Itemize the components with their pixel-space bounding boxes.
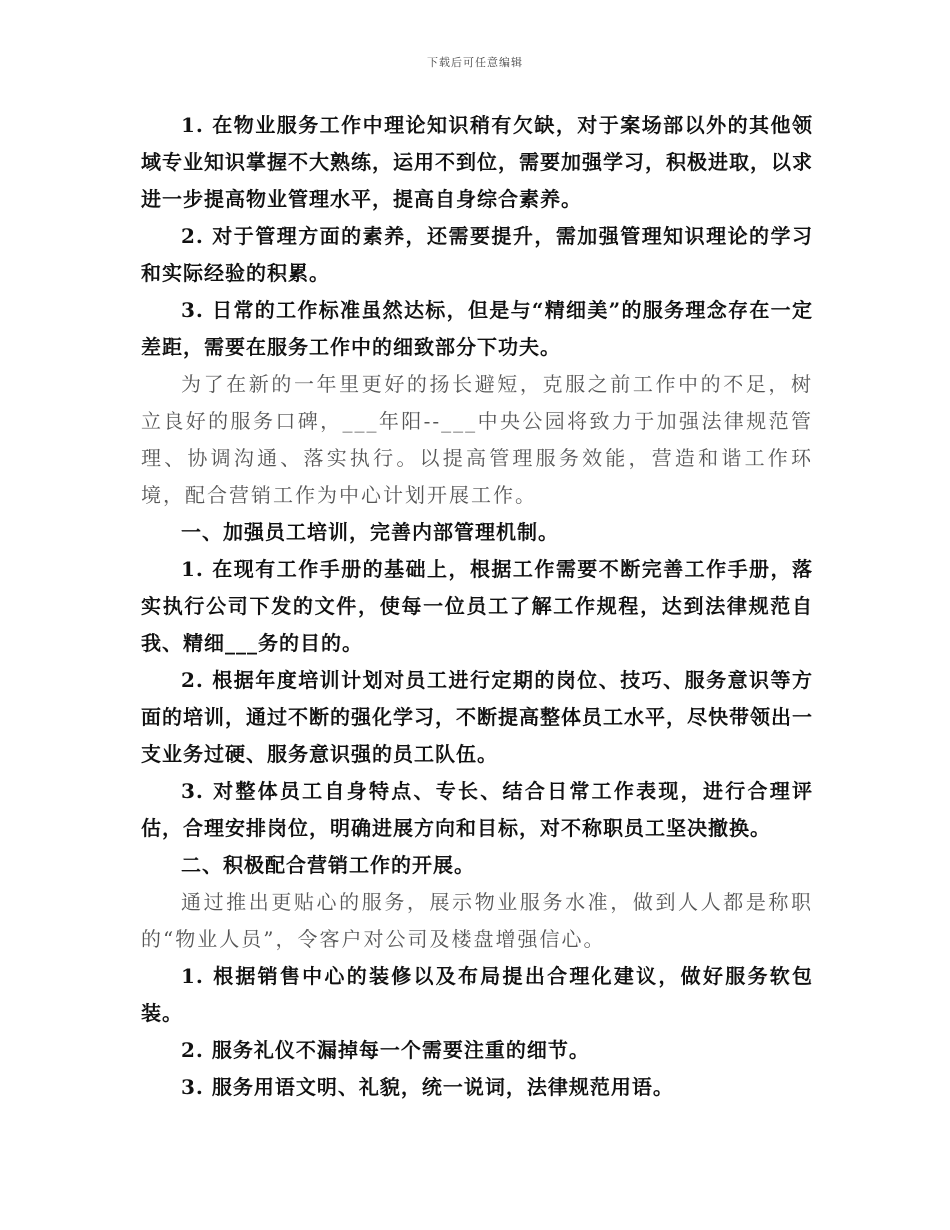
paragraph-weakness-2: 2. 对于管理方面的素养，还需要提升，需加强管理知识理论的学习和实际经验的积累。 [141,224,813,285]
section-heading-training: 一、加强员工培训，完善内部管理机制。 [181,520,559,544]
paragraph-plan-intro: 为了在新的一年里更好的扬长避短，克服之前工作中的不足，树立良好的服务口碑，___年阳--___中央公园将致力于加强法律规范管理、协调沟通、落实执行。以提高管理服务效能，营造和谐工作环境，配合营销工作为中心计划开展工作。 [141,372,813,507]
section-heading-marketing: 二、积极配合营销工作的开展。 [181,853,475,877]
paragraph-marketing-3: 3. 服务用语文明、礼貌，统一说词，法律规范用语。 [181,1075,674,1099]
paragraph-marketing-2: 2. 服务礼仪不漏掉每一个需要注重的细节。 [181,1038,590,1062]
paragraph-training-2: 2. 根据年度培训计划对员工进行定期的岗位、技巧、服务意识等方面的培训，通过不断的强化学习，不断提高整体员工水平，尽快带领出一支业务过硬、服务意识强的员工队伍。 [141,668,813,766]
paragraph-training-1: 1. 在现有工作手册的基础上，根据工作需要不断完善工作手册，落实执行公司下发的文件，使每一位员工了解工作规程，达到法律规范自我、精细___务的目的。 [141,557,813,655]
page-header-note: 下载后可任意编辑 [427,56,523,69]
paragraph-marketing-1: 1. 根据销售中心的装修以及布局提出合理化建议，做好服务软包装。 [141,964,813,1025]
document-body [141,107,813,1106]
paragraph-training-3: 3. 对整体员工自身特点、专长、结合日常工作表现，进行合理评估，合理安排岗位，明确进展方向和目标，对不称职员工坚决撤换。 [141,779,813,840]
paragraph-weakness-1: 1. 在物业服务工作中理论知识稍有欠缺，对于案场部以外的其他领域专业知识掌握不大熟练，运用不到位，需要加强学习，积极进取，以求进一步提高物业管理水平，提高自身综合素养。 [141,113,813,211]
paragraph-weakness-3: 3. 日常的工作标准虽然达标，但是与“精细美”的服务理念存在一定差距，需要在服务工作中的细致部分下功夫。 [141,298,813,359]
paragraph-marketing-intro: 通过推出更贴心的服务，展示物业服务水准，做到人人都是称职的“物业人员”，令客户对公司及楼盘增强信心。 [141,890,813,951]
